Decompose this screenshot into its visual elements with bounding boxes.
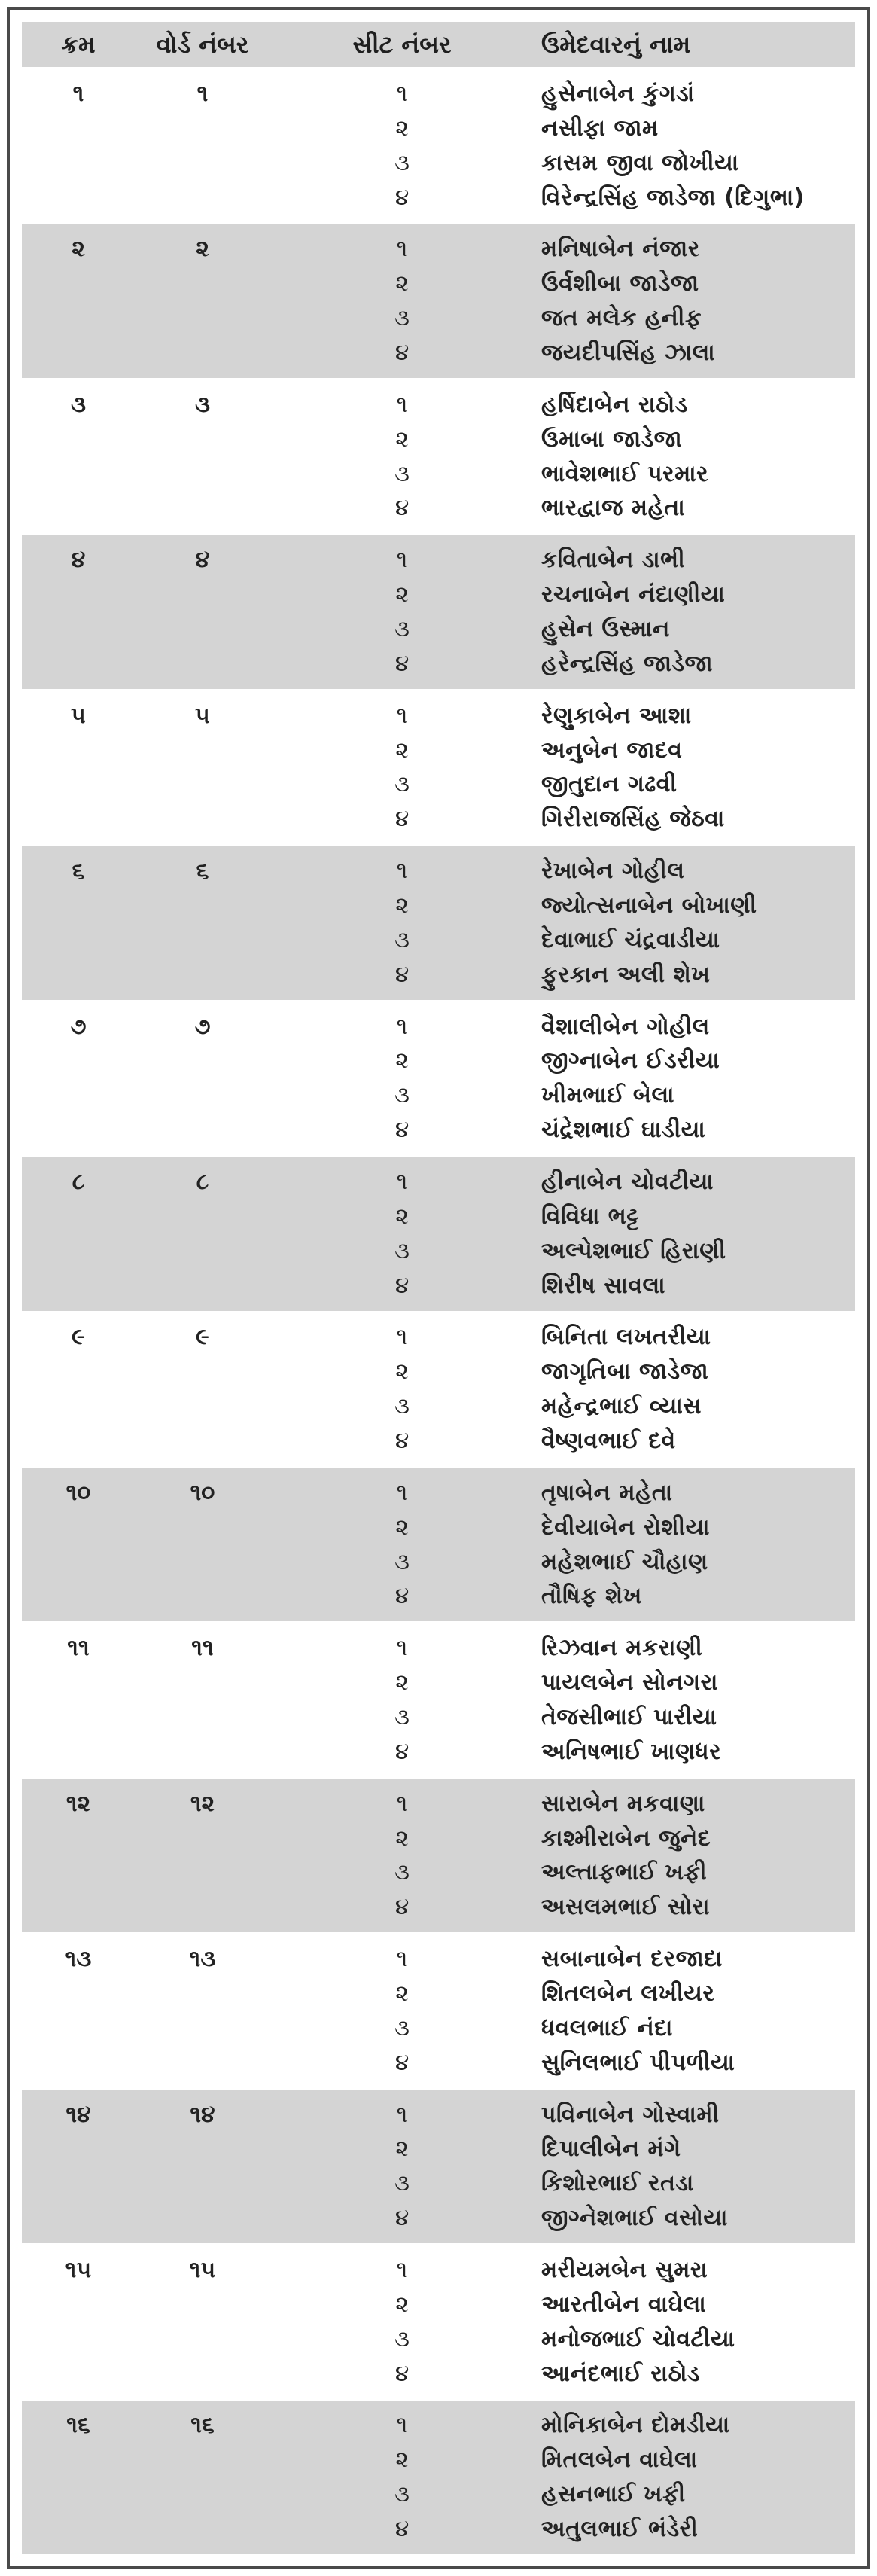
candidate-name-cell: જીગ્નાબેન ઈડરીયા [541, 1047, 720, 1075]
table-row [22, 612, 855, 647]
table-row [22, 1631, 855, 1666]
table-row [22, 578, 855, 612]
candidate-name-cell: શિતલબેન લખીયર [541, 1980, 715, 2007]
candidate-name-cell: હીનાબેન ચોવટીયા [541, 1168, 714, 1195]
table-row [22, 2322, 855, 2357]
ward-number-cell: ૫ [195, 702, 210, 729]
kram-cell: ૮ [72, 1168, 85, 1195]
seat-number-cell: ૧ [396, 702, 408, 729]
candidate-name-cell: જ્યોત્સનાબેન બોખાણી [541, 892, 757, 919]
table-row [22, 2166, 855, 2201]
seat-number-cell: ૩ [394, 1548, 410, 1575]
seat-number-cell: ૧ [396, 1635, 408, 1662]
candidate-name-cell: મહેશભાઈ ચૌહાણ [541, 1548, 708, 1575]
seat-number-cell: ૨ [395, 1825, 409, 1852]
table-row [22, 1010, 855, 1044]
candidate-name-cell: સારાબેન મકવાણા [541, 1790, 705, 1817]
seat-number-cell: ૪ [394, 1738, 410, 1765]
table-row [22, 2288, 855, 2322]
table-row [22, 2477, 855, 2512]
candidate-name-cell: ચંદ્રેશભાઈ ઘાડીયા [541, 1117, 706, 1144]
table-row [22, 267, 855, 301]
table-row [22, 1545, 855, 1580]
ward-number-cell: ૧૨ [190, 1790, 215, 1817]
table-row [22, 1821, 855, 1856]
table-row [22, 699, 855, 733]
kram-cell: ૫ [71, 702, 86, 729]
table-row [22, 336, 855, 370]
seat-number-cell: ૪ [394, 2205, 410, 2232]
candidate-name-cell: મિતલબેન વાઘેલા [541, 2446, 698, 2474]
candidate-name-cell: તૌષિફ શેખ [541, 1583, 642, 1610]
table-row [22, 457, 855, 492]
table-row [22, 1044, 855, 1078]
table-row [22, 1890, 855, 1925]
candidate-name-cell: વિરેન્દ્રસિંહ જાડેજા (દિગુભા) [541, 184, 805, 211]
seat-number-cell: ૨ [395, 2446, 409, 2474]
ward-group [22, 844, 855, 999]
table-row [22, 1856, 855, 1891]
seat-number-cell: ૩ [394, 305, 410, 332]
seat-number-cell: ૪ [394, 1583, 410, 1610]
ward-group [22, 2243, 855, 2398]
candidate-name-cell: હુસેન ઉસ્માન [541, 615, 670, 642]
ward-number-cell: ૩ [195, 391, 210, 418]
table-row [22, 2443, 855, 2477]
table-row [22, 1355, 855, 1389]
table-row [22, 889, 855, 923]
seat-number-cell: ૧ [396, 80, 408, 107]
candidate-name-cell: તેજસીભાઈ પારીયા [541, 1704, 717, 1731]
ward-number-cell: ૧૪ [190, 2101, 215, 2128]
ward-number-cell: ૧૦ [190, 1479, 215, 1506]
table-row [22, 2253, 855, 2288]
seat-number-cell: ૧ [396, 2257, 408, 2284]
table-row [22, 1511, 855, 1545]
candidate-name-cell: જાગૃતિબા જાડેજા [541, 1358, 709, 1386]
seat-number-cell: ૨ [395, 2135, 409, 2163]
seat-number-cell: ૨ [395, 581, 409, 608]
ward-group [22, 1621, 855, 1776]
table-row [22, 491, 855, 526]
ward-group [22, 222, 855, 377]
candidate-name-cell: અતુલભાઈ ભંડેરી [541, 2516, 699, 2543]
seat-number-cell: ૧ [396, 1168, 408, 1195]
table-row [22, 767, 855, 802]
table-row [22, 1942, 855, 1977]
seat-number-cell: ૪ [394, 339, 410, 366]
candidate-name-cell: ધવલભાઈ નંદા [541, 2014, 673, 2041]
seat-number-cell: ૨ [395, 892, 409, 919]
ward-group [22, 378, 855, 533]
seat-number-cell: ૩ [394, 1859, 410, 1886]
ward-group [22, 2399, 855, 2554]
candidate-name-cell: અસલમભાઈ સોરા [541, 1894, 710, 1921]
table-row [22, 1580, 855, 1614]
seat-number-cell: ૧ [396, 1013, 408, 1040]
candidate-name-cell: સબાનાબેન દરજાદા [541, 1946, 723, 1973]
table-row [22, 802, 855, 837]
candidate-name-cell: મહેન્દ્રભાઈ વ્યાસ [541, 1393, 702, 1420]
table-row [22, 146, 855, 181]
table-row [22, 1666, 855, 1700]
candidate-name-cell: ગિરીરાજસિંહ જેઠવા [541, 806, 725, 833]
table-row [22, 1165, 855, 1200]
candidate-name-cell: મનિષાબેન નંજાર [541, 236, 700, 263]
table-row [22, 111, 855, 146]
kram-cell: ૯ [72, 1324, 85, 1351]
ward-group [22, 1311, 855, 1466]
candidate-name-cell: આરતીબેન વાઘેલા [541, 2291, 707, 2318]
seat-number-cell: ૩ [394, 1082, 410, 1109]
seat-number-cell: ૪ [394, 1428, 410, 1454]
table-row [22, 422, 855, 457]
candidate-name-cell: અનુબેન જાદવ [541, 736, 683, 764]
seat-number-cell: ૧ [396, 391, 408, 418]
seat-number-cell: ૨ [395, 1514, 409, 1541]
candidate-name-cell: દેવીયાબેન રોશીયા [541, 1514, 710, 1541]
table-row [22, 1200, 855, 1234]
seat-number-cell: ૪ [394, 1894, 410, 1921]
table-row [22, 923, 855, 958]
table-row [22, 2409, 855, 2443]
seat-number-cell: ૩ [394, 1704, 410, 1731]
ward-number-cell: ૧૬ [190, 2412, 215, 2439]
candidate-name-cell: ઉમાબા જાડેજા [541, 425, 683, 453]
candidate-name-cell: ભારદ્વાજ મહેતા [541, 495, 686, 522]
kram-cell: ૧૬ [66, 2412, 90, 2439]
table-row [22, 1234, 855, 1269]
candidate-name-cell: જત મલેક હનીફ [541, 305, 702, 332]
table-row [22, 1977, 855, 2011]
candidate-name-cell: હરેન્દ્રસિંહ જાડેજા [541, 650, 714, 677]
ward-group [22, 1932, 855, 2087]
table-row [22, 2098, 855, 2132]
candidate-name-cell: હુસેનાબેન કુંગડાં [541, 80, 695, 107]
candidate-name-cell: ફુરકાન અલી શેખ [541, 961, 711, 988]
ward-number-cell: ૪ [195, 547, 210, 574]
candidate-name-cell: હસનભાઈ ખફી [541, 2481, 686, 2508]
table-row [22, 2357, 855, 2392]
kram-cell: ૧૩ [65, 1946, 92, 1973]
seat-number-cell: ૩ [394, 926, 410, 953]
ward-number-cell: ૧૫ [189, 2257, 216, 2284]
table-row [22, 958, 855, 992]
candidate-name-cell: તૃષાબેન મહેતા [541, 1479, 673, 1506]
seat-number-cell: ૧ [396, 236, 408, 263]
kram-cell: ૭ [70, 1013, 87, 1040]
candidate-name-cell: અનિષભાઈ ખાણધર [541, 1738, 722, 1765]
candidate-name-cell: ઉર્વશીબા જાડેજા [541, 270, 699, 297]
table-row [22, 733, 855, 768]
kram-cell: ૧૨ [65, 1790, 91, 1817]
table-row [22, 2132, 855, 2167]
candidate-name-cell: મનોજભાઈ ચોવટીયા [541, 2325, 735, 2352]
table-row [22, 1424, 855, 1459]
seat-number-cell: ૩ [394, 2481, 410, 2508]
ward-group [22, 1466, 855, 1621]
seat-number-cell: ૩ [394, 2170, 410, 2197]
header-ward-number: વોર્ડ નંબર [156, 30, 249, 59]
candidate-name-cell: રેખાબેન ગોહીલ [541, 858, 685, 885]
seat-number-cell: ૨ [395, 114, 409, 142]
seat-number-cell: ૧ [396, 1946, 408, 1973]
seat-number-cell: ૨ [395, 736, 409, 764]
candidate-name-cell: દેવાભાઈ ચંદ્રવાડીયા [541, 926, 720, 953]
candidate-name-cell: પવિનાબેન ગોસ્વામી [541, 2101, 720, 2128]
table-row [22, 77, 855, 111]
candidate-name-cell: મોનિકાબેન દોમડીયા [541, 2412, 730, 2439]
ward-group [22, 689, 855, 844]
candidate-name-cell: પાયલબેન સોનગરા [541, 1669, 718, 1697]
seat-number-cell: ૨ [395, 425, 409, 453]
table-row [22, 181, 855, 215]
seat-number-cell: ૧ [396, 547, 408, 574]
seat-number-cell: ૨ [395, 1047, 409, 1075]
seat-number-cell: ૪ [394, 495, 410, 522]
seat-number-cell: ૨ [395, 1203, 409, 1230]
table-row [22, 1735, 855, 1770]
kram-cell: ૧૧ [67, 1635, 90, 1662]
seat-number-cell: ૪ [394, 961, 410, 988]
candidate-name-cell: જયદીપસિંહ ઝાલા [541, 339, 716, 366]
candidate-table-frame [7, 7, 870, 2569]
candidate-name-cell: શિરીષ સાવલા [541, 1272, 666, 1299]
seat-number-cell: ૩ [394, 1393, 410, 1420]
candidate-name-cell: રેણુકાબેન આશા [541, 702, 692, 729]
ward-group [22, 67, 855, 222]
candidate-name-cell: ખીમભાઈ બેલા [541, 1082, 674, 1109]
seat-number-cell: ૨ [395, 1980, 409, 2007]
ward-number-cell: ૧૧ [191, 1635, 214, 1662]
ward-number-cell: ૮ [196, 1168, 209, 1195]
candidate-name-cell: કાસમ જીવા જોખીયા [541, 149, 739, 176]
ward-number-cell: ૭ [194, 1013, 211, 1040]
table-row [22, 232, 855, 267]
candidate-table [22, 22, 855, 2554]
kram-cell: ૨ [72, 236, 85, 263]
kram-cell: ૧૫ [65, 2257, 92, 2284]
candidate-name-cell: કિશોરભાઈ રતડા [541, 2170, 694, 2197]
table-body [22, 67, 855, 2554]
candidate-name-cell: મરીયમબેન સુમરા [541, 2257, 708, 2284]
candidate-name-cell: કવિતાબેન ડાભી [541, 547, 686, 574]
table-row [22, 1787, 855, 1821]
kram-cell: ૪ [71, 547, 86, 574]
candidate-name-cell: અલ્તાફભાઈ ખફી [541, 1859, 708, 1886]
table-row [22, 854, 855, 889]
candidate-name-cell: દિપાલીબેન મંગે [541, 2135, 681, 2163]
seat-number-cell: ૧ [396, 2412, 408, 2439]
seat-number-cell: ૩ [394, 771, 410, 798]
ward-number-cell: ૬ [196, 858, 209, 885]
table-row [22, 1078, 855, 1113]
table-row [22, 1113, 855, 1148]
candidate-name-cell: આનંદભાઈ રાઠોડ [541, 2360, 701, 2387]
header-seat-number: સીટ નંબર [352, 30, 452, 59]
seat-number-cell: ૨ [395, 1358, 409, 1386]
seat-number-cell: ૪ [394, 2516, 410, 2543]
ward-number-cell: ૧૩ [189, 1946, 216, 1973]
table-row [22, 1476, 855, 1511]
table-row [22, 2512, 855, 2547]
seat-number-cell: ૩ [394, 149, 410, 176]
candidate-name-cell: ભાવેશભાઈ પરમાર [541, 460, 709, 487]
seat-number-cell: ૩ [394, 2014, 410, 2041]
kram-cell: ૧ [72, 80, 84, 107]
seat-number-cell: ૩ [394, 2325, 410, 2352]
header-kram: ક્રમ [61, 30, 96, 59]
table-header [22, 22, 855, 67]
candidate-name-cell: જીતુદાન ગઢવી [541, 771, 678, 798]
candidate-name-cell: કાશ્મીરાબેન જુનેદ [541, 1825, 711, 1852]
seat-number-cell: ૩ [394, 1237, 410, 1264]
seat-number-cell: ૩ [394, 615, 410, 642]
seat-number-cell: ૪ [394, 184, 410, 211]
ward-number-cell: ૨ [196, 236, 209, 263]
candidate-name-cell: વિવિધા ભટ્ટ [541, 1203, 639, 1230]
seat-number-cell: ૨ [395, 2291, 409, 2318]
table-row [22, 1700, 855, 1735]
candidate-name-cell: બિનિતા લખતરીયા [541, 1324, 711, 1351]
seat-number-cell: ૪ [394, 2360, 410, 2387]
ward-group [22, 1777, 855, 1932]
ward-group [22, 533, 855, 688]
seat-number-cell: ૧ [396, 858, 408, 885]
seat-number-cell: ૪ [394, 650, 410, 677]
seat-number-cell: ૪ [394, 1117, 410, 1144]
seat-number-cell: ૨ [395, 270, 409, 297]
kram-cell: ૧૦ [65, 1479, 91, 1506]
kram-cell: ૬ [72, 858, 85, 885]
header-candidate-name: ઉમેદવારનું નામ [541, 30, 691, 59]
candidate-name-cell: રિઝવાન મકરાણી [541, 1635, 703, 1662]
ward-group [22, 1000, 855, 1155]
candidate-name-cell: નસીફા જામ [541, 114, 659, 142]
table-row [22, 2046, 855, 2081]
table-row [22, 388, 855, 422]
table-row [22, 2011, 855, 2046]
seat-number-cell: ૪ [394, 2049, 410, 2076]
candidate-name-cell: સુનિલભાઈ પીપળીયા [541, 2049, 735, 2076]
seat-number-cell: ૧ [396, 1324, 408, 1351]
table-row [22, 1389, 855, 1424]
table-row [22, 543, 855, 578]
table-row [22, 647, 855, 681]
table-row [22, 2201, 855, 2236]
candidate-name-cell: અલ્પેશભાઈ હિરાણી [541, 1237, 726, 1264]
table-row [22, 301, 855, 336]
ward-group [22, 2088, 855, 2243]
seat-number-cell: ૨ [395, 1669, 409, 1697]
seat-number-cell: ૩ [394, 460, 410, 487]
candidate-name-cell: જીગ્નેશભાઈ વસોયા [541, 2205, 728, 2232]
candidate-name-cell: હર્ષિદાબેન રાઠોડ [541, 391, 688, 418]
seat-number-cell: ૧ [396, 1790, 408, 1817]
seat-number-cell: ૧ [396, 2101, 408, 2128]
seat-number-cell: ૧ [396, 1479, 408, 1506]
kram-cell: ૧૪ [65, 2101, 91, 2128]
table-row [22, 1269, 855, 1303]
candidate-name-cell: વૈશાલીબેન ગોહીલ [541, 1013, 710, 1040]
candidate-name-cell: રચનાબેન નંદાણીયા [541, 581, 726, 608]
ward-number-cell: ૯ [196, 1324, 209, 1351]
seat-number-cell: ૪ [394, 1272, 410, 1299]
seat-number-cell: ૪ [394, 806, 410, 833]
ward-number-cell: ૧ [196, 80, 209, 107]
ward-group [22, 1155, 855, 1310]
candidate-name-cell: વૈષ્ણવભાઈ દવે [541, 1428, 676, 1454]
table-row [22, 1321, 855, 1355]
kram-cell: ૩ [71, 391, 86, 418]
